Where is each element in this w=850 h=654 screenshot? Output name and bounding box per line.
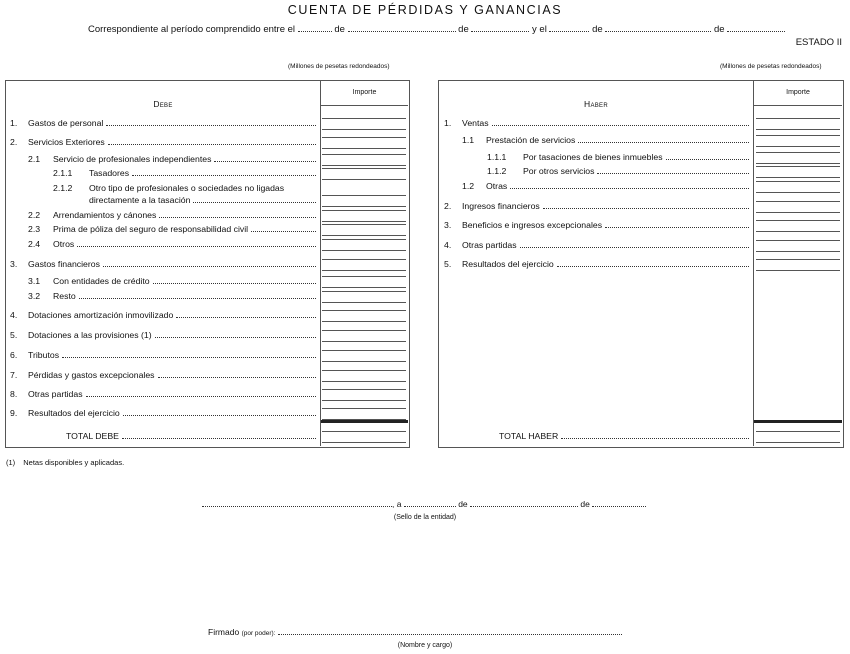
haber-amount-3[interactable] (756, 220, 840, 232)
row-label: Prima de póliza del seguro de responsabilidad civil (53, 224, 249, 234)
debe-row-6 (10, 350, 318, 360)
day-blank[interactable] (404, 505, 456, 507)
row-number: 2.1.1 (53, 168, 73, 178)
footnote-text: Netas disponibles y aplicadas. (23, 458, 125, 467)
period-de-4: de (713, 24, 725, 35)
row-number: 2.3 (28, 224, 41, 234)
debe-row-1 (10, 118, 318, 128)
row-label: Otras partidas (462, 240, 517, 250)
place-date-line (202, 499, 646, 509)
debe-row-2-1-2 (53, 183, 318, 193)
debe-row-7 (10, 370, 318, 380)
row-label: Tributos (28, 350, 60, 360)
debe-importe-header: Importe (352, 89, 377, 96)
haber-amount-1-1-2[interactable] (756, 166, 840, 178)
debe-amount-7[interactable] (322, 370, 406, 382)
row-number: 9. (10, 408, 18, 418)
row-number: 2. (10, 137, 18, 147)
haber-row-1-1 (462, 135, 751, 145)
haber-row-2 (444, 201, 751, 211)
row-number: 4. (444, 240, 452, 250)
haber-amount-1-1-1[interactable] (756, 152, 840, 164)
row-label: Servicio de profesionales independientes (53, 154, 212, 164)
haber-total-row (499, 431, 751, 441)
row-label: Dotaciones a las provisiones (1) (28, 330, 152, 340)
row-number: 8. (10, 389, 18, 399)
haber-row-1-2 (462, 181, 751, 191)
debe-amount-4[interactable] (322, 310, 406, 322)
period-end-year-blank[interactable] (727, 30, 785, 32)
haber-row-3 (444, 220, 751, 230)
debe-row-2 (10, 137, 318, 147)
period-de-2: de (458, 24, 469, 35)
debe-importe-divider (320, 81, 321, 446)
haber-row-1 (444, 118, 751, 128)
debe-row-2-1 (28, 154, 318, 164)
row-number: 1.2 (462, 181, 475, 191)
signature-line (208, 627, 622, 637)
row-label: Beneficios e ingresos excepcionales (462, 220, 603, 230)
row-label: Otras partidas (28, 389, 83, 399)
row-number: 2. (444, 201, 452, 211)
row-label: directamente a la tasación (89, 195, 191, 205)
haber-importe-divider (753, 81, 754, 446)
signed-label: Firmado (208, 627, 240, 637)
row-label: Ingresos financieros (462, 201, 540, 211)
debe-row-3 (10, 259, 318, 269)
row-label: Resto (53, 291, 76, 301)
by-proxy-label: (por poder): (241, 630, 276, 637)
row-number: 7. (10, 370, 18, 380)
date-de-2: de (580, 499, 590, 509)
debe-amount-3[interactable] (322, 259, 406, 271)
haber-importe-header-rule (754, 105, 842, 106)
row-number: 1. (10, 118, 18, 128)
row-number: 1.1 (462, 135, 475, 145)
debe-amount-5[interactable] (322, 330, 406, 342)
month-blank[interactable] (470, 505, 578, 507)
row-label: Otras (486, 181, 508, 191)
row-number: 5. (444, 259, 452, 269)
haber-header: Haber (584, 99, 608, 109)
debe-importe-header-rule (321, 105, 408, 106)
period-y-el: y el (532, 24, 547, 35)
row-number: 1. (444, 118, 452, 128)
debe-row-3-2 (28, 291, 318, 301)
debe-amount-8[interactable] (322, 389, 406, 401)
haber-total-label: TOTAL HABER (499, 431, 559, 441)
haber-amount-4[interactable] (756, 240, 840, 252)
estado-label: ESTADO II (795, 37, 842, 48)
haber-units-label: (Millones de pesetas redondeados) (720, 63, 822, 70)
row-number: 3. (444, 220, 452, 230)
period-end-month-blank[interactable] (605, 30, 711, 32)
year-blank[interactable] (592, 505, 646, 507)
place-blank[interactable] (202, 505, 392, 507)
row-label: Arrendamientos y cánones (53, 210, 157, 220)
period-de-1: de (334, 24, 345, 35)
place-a-text: , a (392, 499, 402, 509)
debe-row-2-4 (28, 239, 318, 249)
row-label: Pérdidas y gastos excepcionales (28, 370, 155, 380)
haber-total-amount[interactable] (756, 431, 840, 443)
row-number: 3.2 (28, 291, 41, 301)
row-label: Tasadores (89, 168, 130, 178)
row-number: 3. (10, 259, 18, 269)
debe-row-2-1-1 (53, 168, 318, 178)
haber-amount-1-1[interactable] (756, 135, 840, 147)
haber-amount-2[interactable] (756, 201, 840, 213)
period-year-blank[interactable] (471, 30, 529, 32)
debe-row-3-1 (28, 276, 318, 286)
debe-amount-9[interactable] (322, 408, 406, 420)
debe-row-5 (10, 330, 318, 340)
seal-caption: (Sello de la entidad) (393, 514, 457, 521)
debe-amount-2-1-1[interactable] (322, 168, 406, 180)
signature-blank[interactable] (278, 633, 622, 635)
row-label: Dotaciones amortización inmovilizado (28, 310, 174, 320)
period-prefix: Correspondiente al período comprendido entre el (88, 24, 296, 35)
haber-row-1-1-2 (487, 166, 751, 176)
period-end-day-blank[interactable] (549, 30, 589, 32)
row-label: Otros (53, 239, 75, 249)
row-label: Gastos financieros (28, 259, 100, 269)
row-label: Otro tipo de profesionales o sociedades no ligadas (89, 183, 285, 193)
debe-row-4 (10, 310, 318, 320)
row-number: 1.1.1 (487, 152, 507, 162)
row-number: 1.1.2 (487, 166, 507, 176)
debe-total-rule (321, 420, 408, 423)
row-label: Prestación de servicios (486, 135, 576, 145)
haber-amount-1[interactable] (756, 118, 840, 130)
debe-amount-2-4[interactable] (322, 239, 406, 251)
haber-importe-header: Importe (786, 89, 810, 96)
row-number: 5. (10, 330, 18, 340)
debe-amount-2[interactable] (322, 137, 406, 149)
haber-row-4 (444, 240, 751, 250)
debe-row-2-1-2-cont (89, 195, 318, 205)
debe-amount-3-1[interactable] (322, 276, 406, 288)
date-de-1: de (458, 499, 468, 509)
debe-units-label: (Millones de pesetas redondeados) (288, 63, 390, 70)
debe-header: Debe (153, 99, 173, 109)
period-de-3: de (592, 24, 603, 35)
footnote (6, 458, 124, 467)
haber-amount-5[interactable] (756, 259, 840, 271)
debe-amount-6[interactable] (322, 350, 406, 362)
row-number: 6. (10, 350, 18, 360)
row-number: 2.1.2 (53, 183, 73, 193)
haber-total-rule (754, 420, 842, 423)
haber-amount-1-2[interactable] (756, 181, 840, 193)
debe-amount-2-1-2[interactable] (322, 195, 406, 207)
debe-amount-1[interactable] (322, 118, 406, 130)
row-label: Por tasaciones de bienes inmuebles (523, 152, 663, 162)
row-label: Gastos de personal (28, 118, 104, 128)
document-title: CUENTA DE PÉRDIDAS Y GANANCIAS (287, 3, 563, 17)
haber-row-1-1-1 (487, 152, 751, 162)
row-number: 4. (10, 310, 18, 320)
row-label: Con entidades de crédito (53, 276, 150, 286)
debe-amount-2-1[interactable] (322, 154, 406, 166)
debe-total-row (66, 431, 318, 441)
period-day-blank[interactable] (298, 30, 332, 32)
debe-total-label: TOTAL DEBE (66, 431, 119, 441)
period-month-blank[interactable] (348, 30, 456, 32)
row-label: Resultados del ejercicio (28, 408, 120, 418)
debe-row-2-2 (28, 210, 318, 220)
period-line (88, 24, 785, 35)
row-label: Resultados del ejercicio (462, 259, 554, 269)
debe-row-9 (10, 408, 318, 418)
name-position-caption: (Nombre y cargo) (397, 642, 453, 649)
debe-row-8 (10, 389, 318, 399)
row-number: 3.1 (28, 276, 41, 286)
haber-row-5 (444, 259, 751, 269)
row-number: 2.4 (28, 239, 41, 249)
row-label: Servicios Exteriores (28, 137, 105, 147)
row-label: Por otros servicios (523, 166, 595, 176)
row-number: 2.2 (28, 210, 41, 220)
footnote-number: (1) (6, 458, 16, 467)
debe-total-amount[interactable] (322, 431, 406, 443)
debe-amount-3-2[interactable] (322, 291, 406, 303)
row-number: 2.1 (28, 154, 41, 164)
debe-amount-2-3[interactable] (322, 224, 406, 236)
debe-row-2-3 (28, 224, 318, 234)
row-label: Ventas (462, 118, 489, 128)
debe-amount-2-2[interactable] (322, 210, 406, 222)
